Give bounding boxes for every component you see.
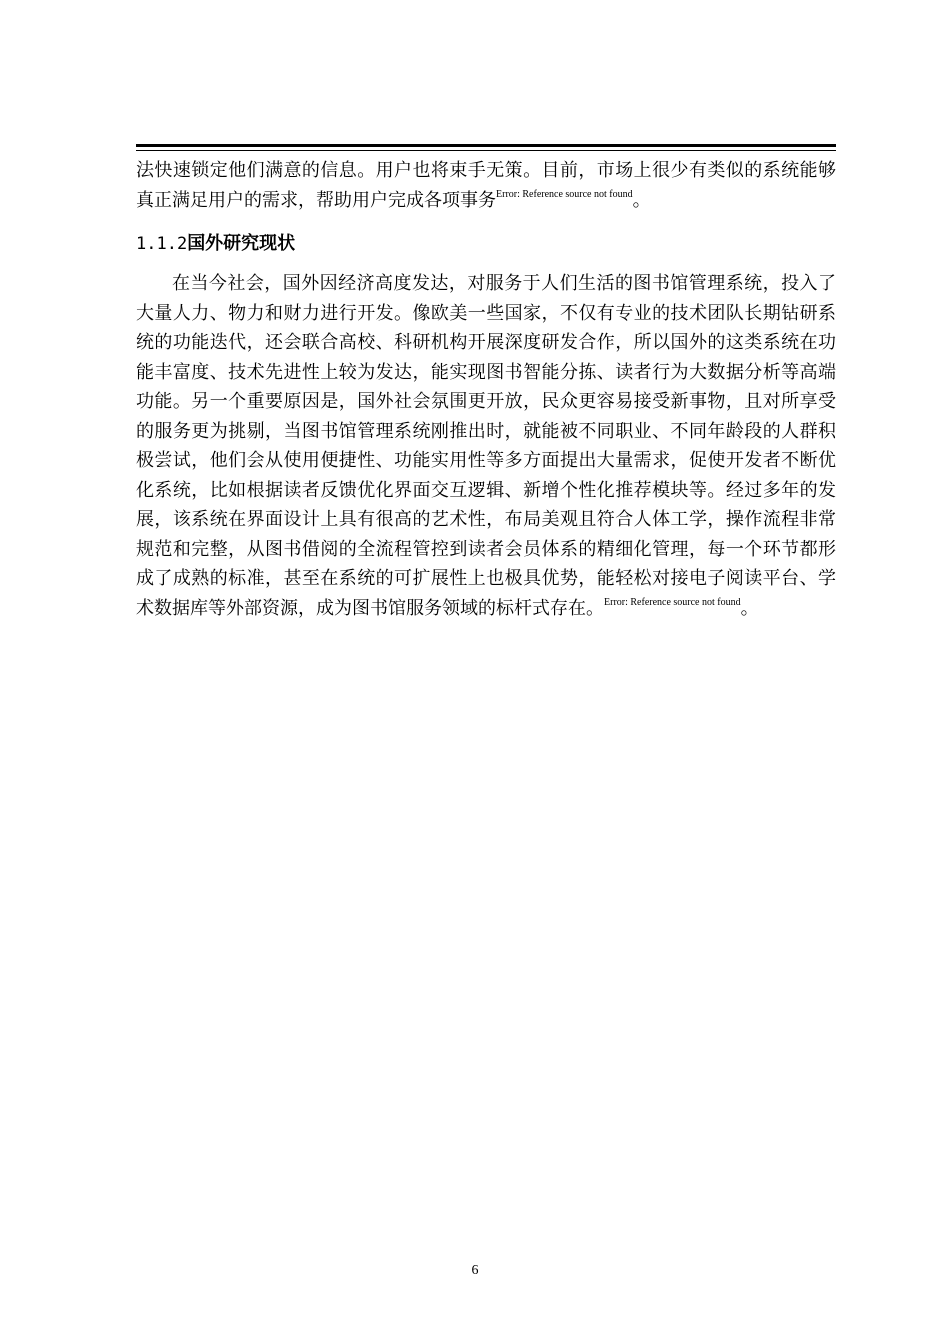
body-paragraph-end-punct: 。 [740,597,759,619]
body-paragraph [136,269,836,623]
page-body [136,156,836,623]
continuation-paragraph [136,156,836,215]
header-rule-thin [136,150,836,151]
continuation-end-punct: 。 [632,189,651,211]
header-rule-thick [136,144,836,147]
section-heading [136,229,836,259]
page-number: 6 [471,1263,479,1278]
reference-error-marker[interactable]: Error: Reference source not found [604,596,741,608]
continuation-text: 法快速锁定他们满意的信息。用户也将束手无策。目前，市场上很少有类似的系统能够真正满足用户的需求，帮助用户完成各项事务 [136,160,836,211]
reference-error-marker[interactable]: Error: Reference source not found [496,188,633,200]
section-title: 国外研究现状 [187,233,296,254]
body-paragraph-text: 在当今社会，国外因经济高度发达，对服务于人们生活的图书馆管理系统，投入了大量人力、物力和财力进行开发。像欧美一些国家，不仅有专业的技术团队长期钻研系统的功能迭代，还会联合高校、科研机构开展深度研发合作，所以国外的这类系统在功能丰富度、技术先进性上较为发达，能实现图书智能分拣、读者行为大数据分析等高端功能。另一个重要原因是，国外社会氛围更开放，民众更容易接受新事物，且对所享受的服务更为挑剔，当图书馆管理系统刚推出时，就能被不同职业、不同年龄段的人群积极尝试，他们会从使用便捷性、功能实用性等多方面提出大量需求，促使开发者不断优化系统，比如根据读者反馈优化界面交互逻辑、新增个性化推荐模块等。经过多年的发展，该系统在界面设计上具有很高的艺术性，布局美观且符合人体工学，操作流程非常规范和完整，从图书借阅的全流程管控到读者会员体系的精细化管理，每一个环节都形成了成熟的标准，甚至在系统的可扩展性上也极具优势，能轻松对接电子阅读平台、学术数据库等外部资源，成为图书馆服务领域的标杆式存在。 [136,273,836,619]
section-number: 1.1.2 [136,234,188,254]
